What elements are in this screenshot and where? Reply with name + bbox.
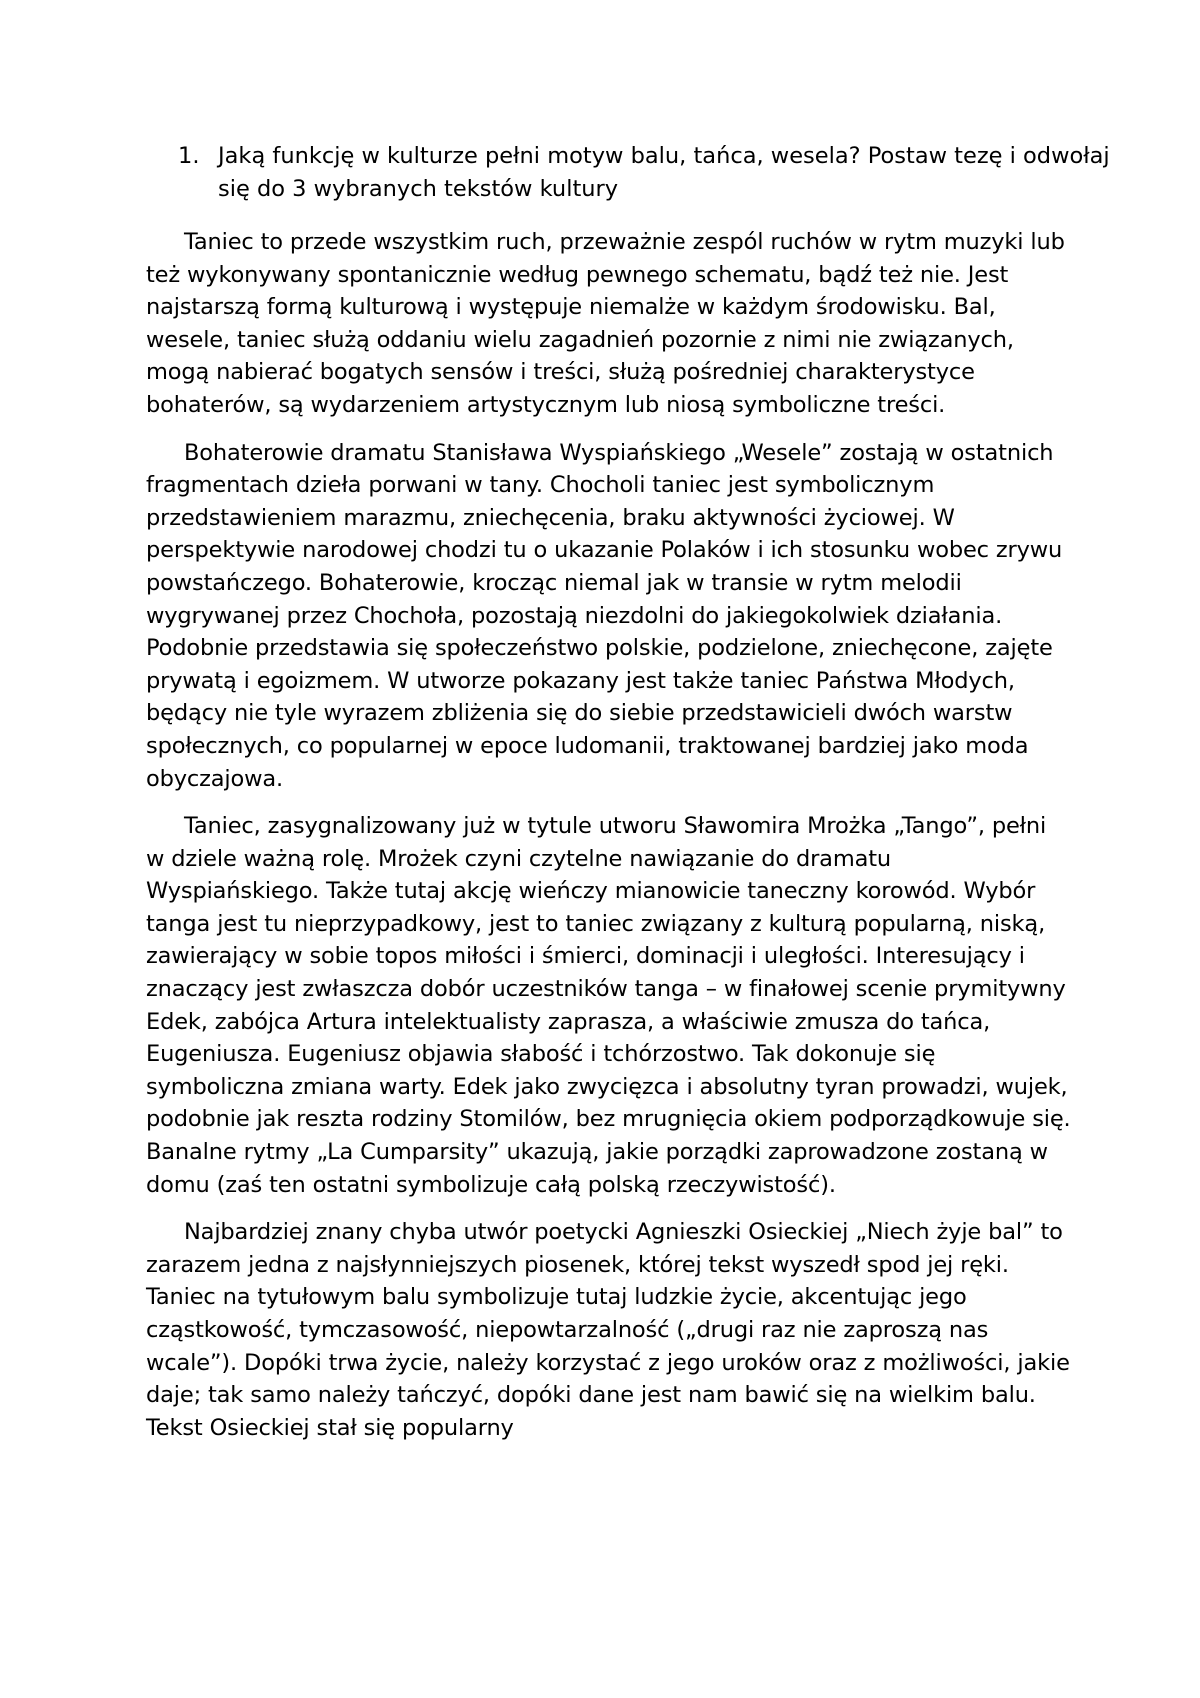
paragraph-niech-zyje-bal: Najbardziej znany chyba utwór poetycki Agnieszki Osieckiej „Niech żyje bal” to zarazem jedna z najsłynniejszych piosenek, której tekst wyszedł spod jej ręki. Taniec na tytułowym balu symbolizuje tutaj ludzkie życie, akcentując jego cząstkowość, tymczasowość, niepowtarzalność („drugi raz nie zaproszą nas wcale”). Dopóki trwa życie, należy korzystać z jego uroków oraz z możliwości, jakie daje; tak samo należy tańczyć, dopóki dane jest nam bawić się na wielkim balu. Tekst Osieckiej stał się popularny bbox=[146, 1219, 1070, 1441]
essay-body bbox=[146, 226, 1071, 1459]
paragraph-wesele: Bohaterowie dramatu Stanisława Wyspiańskiego „Wesele” zostają w ostatnich fragmentach dzieła porwani w tany. Chocholi taniec jest symbolicznym przedstawieniem marazmu, zniechęcenia, braku aktywności życiowej. W perspektywie narodowej chodzi tu o ukazanie Polaków i ich stosunku wobec zrywu powstańczego. Bohaterowie, krocząc niemal jak w transie w rytm melodii wygrywanej przez Chochoła, pozostają niezdolni do jakiegokolwiek działania. Podobnie przedstawia się społeczeństwo polskie, podzielone, zniechęcone, zajęte prywatą i egoizmem. W utworze pokazany jest także taniec Państwa Młodych, będący nie tyle wyrazem zbliżenia się do siebie przedstawicieli dwóch warstw społecznych, co popularnej w epoce ludomanii, traktowanej bardziej jako moda obyczajowa. bbox=[146, 439, 1063, 792]
question-text: Jaką funkcję w kulturze pełni motyw balu, tańca, wesela? Postaw tezę i odwołaj się do 3 wybranych tekstów kultury bbox=[218, 143, 1110, 202]
paragraph-intro: Taniec to przede wszystkim ruch, przeważnie zespól ruchów w rytm muzyki lub też wykonywany spontanicznie według pewnego schematu, bądź też nie. Jest najstarszą formą kulturową i występuje niemalże w każdym środowisku. Bal, wesele, taniec służą oddaniu wielu zagadnień pozornie z nimi nie związanych, mogą nabierać bogatych sensów i treści, służą pośredniej charakterystyce bohaterów, są wydarzeniem artystycznym lub niosą symboliczne treści. bbox=[146, 229, 1065, 418]
essay-question bbox=[178, 140, 1118, 205]
paragraph-tango: Taniec, zasygnalizowany już w tytule utworu Sławomira Mrożka „Tango”, pełni w dziele ważną rolę. Mrożek czyni czytelne nawiązanie do dramatu Wyspiańskiego. Także tutaj akcję wieńczy mianowicie taneczny korowód. Wybór tanga jest tu nieprzypadkowy, jest to taniec związany z kulturą popularną, niską, zawierający w sobie topos miłości i śmierci, dominacji i uległości. Interesujący i znaczący jest zwłaszcza dobór uczestników tanga – w finałowej scenie prymitywny Edek, zabójca Artura intelektualisty zaprasza, a właściwie zmusza do tańca, Eugeniusza. Eugeniusz objawia słabość i tchórzostwo. Tak dokonuje się symboliczna zmiana warty. Edek jako zwycięzca i absolutny tyran prowadzi, wujek, podobnie jak reszta rodziny Stomilów, bez mrugnięcia okiem podporządkowuje się. Banalne rytmy „La Cumparsity” ukazują, jakie porządki zaprowadzone zostaną w domu (zaś ten ostatni symbolizuje całą polską rzeczywistość). bbox=[146, 813, 1071, 1198]
question-number: 1. bbox=[178, 143, 200, 169]
